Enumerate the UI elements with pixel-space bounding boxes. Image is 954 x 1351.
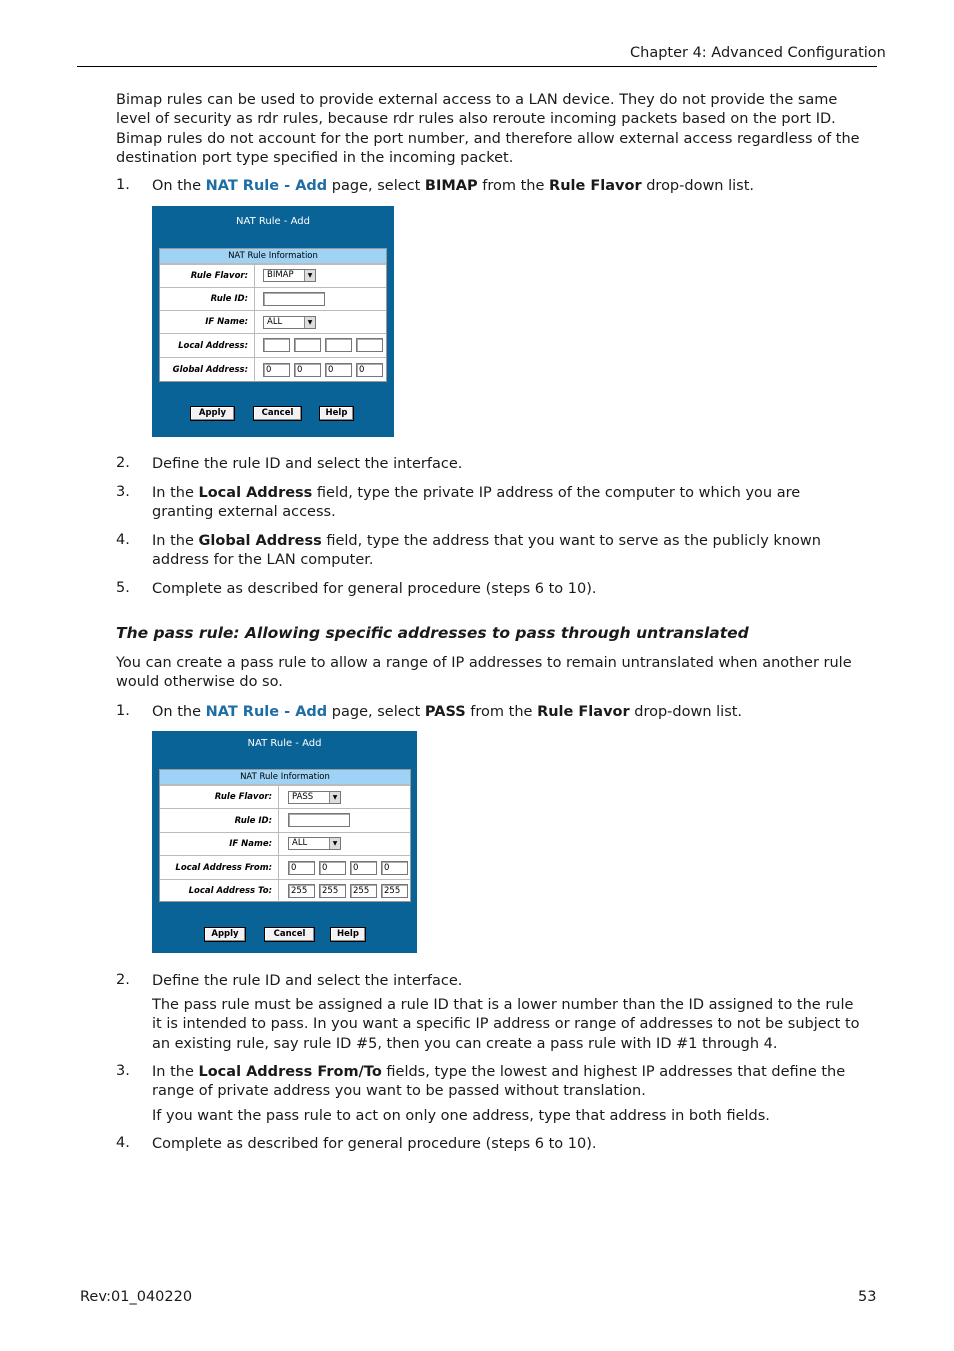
bimap-step-2-number: 2. <box>116 455 130 471</box>
if-name-row <box>160 310 386 333</box>
nat-rule-add-panel-pass <box>152 731 417 953</box>
local-address-from-row <box>160 855 410 879</box>
if-name-select[interactable]: ALL ▼ <box>263 316 316 329</box>
bimap-step-5: Complete as described for general procedure (steps 6 to 10). <box>152 581 597 597</box>
global-address-octet-1[interactable]: 0 <box>263 363 290 377</box>
intro-paragraph: Bimap rules can be used to provide external access to a LAN device. They do not provide the same level of security as rdr rules, because rdr rules also reroute incoming packets based on the port ID. Bimap rules do not account for the port number, and therefore allow external access regardless of the destination port type specified in the incoming packet. <box>116 92 860 166</box>
table-header: NAT Rule Information <box>160 249 386 264</box>
bimap-step-2: Define the rule ID and select the interface. <box>152 456 463 472</box>
rule-flavor-label: Rule Flavor: <box>160 786 279 808</box>
to-octet-3[interactable]: 255 <box>350 884 377 898</box>
local-address-octet-4[interactable] <box>356 338 383 352</box>
apply-button[interactable]: Apply <box>204 927 246 942</box>
global-address-label: Global Address: <box>160 358 255 382</box>
chevron-down-icon: ▼ <box>304 317 315 328</box>
cancel-button[interactable]: Cancel <box>253 406 302 421</box>
if-name-select[interactable]: ALL ▼ <box>288 837 341 850</box>
table-header: NAT Rule Information <box>160 770 410 785</box>
chevron-down-icon: ▼ <box>304 270 315 281</box>
rule-flavor-select[interactable]: BIMAP ▼ <box>263 269 316 282</box>
from-octet-1[interactable]: 0 <box>288 861 315 875</box>
pass-step-2-note: The pass rule must be assigned a rule ID that is a lower number than the ID assigned to the rule it is intended to pass. In you want a specific IP address or range of addresses to not be subject to an existing rule, say rule ID #5, then you can create a pass rule with ID #1 through 4. <box>152 997 860 1052</box>
rule-flavor-row <box>160 264 386 287</box>
help-button[interactable]: Help <box>319 406 354 421</box>
local-address-to-row <box>160 879 410 902</box>
from-octet-2[interactable]: 0 <box>319 861 346 875</box>
nat-rule-information-table <box>159 769 411 902</box>
bimap-step-4-number: 4. <box>116 532 130 548</box>
rule-id-row <box>160 287 386 310</box>
cancel-button[interactable]: Cancel <box>264 927 315 942</box>
panel-title: NAT Rule - Add <box>247 738 322 749</box>
global-address-row <box>160 357 386 382</box>
pass-step-1: On the NAT Rule - Add page, select PASS from the Rule Flavor drop-down list. <box>152 704 743 720</box>
bimap-step-4: In the Global Address field, type the address that you want to serve as the publicly known address for the LAN computer. <box>152 533 821 569</box>
pass-intro-paragraph: You can create a pass rule to allow a range of IP addresses to remain untranslated when another rule would otherwise do so. <box>116 655 852 691</box>
header-rule <box>77 66 877 67</box>
global-address-octet-4[interactable]: 0 <box>356 363 383 377</box>
to-octet-4[interactable]: 255 <box>381 884 408 898</box>
pass-step-1-number: 1. <box>116 703 130 719</box>
pass-step-4: Complete as described for general procedure (steps 6 to 10). <box>152 1136 597 1152</box>
panel-title: NAT Rule - Add <box>236 216 310 227</box>
bimap-step-5-number: 5. <box>116 580 130 596</box>
pass-step-2: Define the rule ID and select the interface. <box>152 973 463 989</box>
from-octet-4[interactable]: 0 <box>381 861 408 875</box>
local-address-octet-2[interactable] <box>294 338 321 352</box>
bimap-step-3: In the Local Address field, type the private IP address of the computer to which you are granting external access. <box>152 485 801 521</box>
to-octet-1[interactable]: 255 <box>288 884 315 898</box>
pass-step-3: In the Local Address From/To fields, type the lowest and highest IP addresses that define the range of private address you want to be passed without translation. <box>152 1064 846 1100</box>
nat-rule-information-table <box>159 248 387 382</box>
rule-id-label: Rule ID: <box>160 288 255 310</box>
footer-revision: Rev:01_040220 <box>80 1289 193 1305</box>
global-address-octet-2[interactable]: 0 <box>294 363 321 377</box>
local-address-octet-3[interactable] <box>325 338 352 352</box>
bimap-step-1-number: 1. <box>116 177 130 193</box>
rule-id-input[interactable] <box>263 292 325 306</box>
rule-id-row <box>160 808 410 832</box>
apply-button[interactable]: Apply <box>190 406 235 421</box>
to-octet-2[interactable]: 255 <box>319 884 346 898</box>
pass-rule-heading: The pass rule: Allowing specific addresses to pass through untranslated <box>116 624 749 642</box>
global-address-octet-3[interactable]: 0 <box>325 363 352 377</box>
help-button[interactable]: Help <box>330 927 366 942</box>
bimap-step-3-number: 3. <box>116 484 130 500</box>
chevron-down-icon: ▼ <box>329 838 340 849</box>
local-address-from-label: Local Address From: <box>160 856 279 879</box>
chapter-header: Chapter 4: Advanced Configuration <box>630 45 886 61</box>
footer-page-number: 53 <box>858 1289 877 1305</box>
local-address-label: Local Address: <box>160 334 255 357</box>
rule-id-label: Rule ID: <box>160 809 279 832</box>
from-octet-3[interactable]: 0 <box>350 861 377 875</box>
chevron-down-icon: ▼ <box>329 792 340 803</box>
nat-rule-add-link[interactable]: NAT Rule - Add <box>205 178 328 194</box>
local-address-row <box>160 333 386 357</box>
local-address-to-label: Local Address To: <box>160 880 279 902</box>
if-name-row <box>160 832 410 855</box>
pass-step-2-number: 2. <box>116 972 130 988</box>
rule-flavor-label: Rule Flavor: <box>160 265 255 287</box>
nat-rule-add-panel-bimap <box>152 206 394 437</box>
pass-step-3-note: If you want the pass rule to act on only one address, type that address in both fields. <box>152 1108 770 1124</box>
if-name-label: IF Name: <box>160 833 279 855</box>
nat-rule-add-link[interactable]: NAT Rule - Add <box>205 704 328 720</box>
rule-flavor-row <box>160 785 410 808</box>
rule-flavor-select[interactable]: PASS ▼ <box>288 791 341 804</box>
pass-step-4-number: 4. <box>116 1135 130 1151</box>
local-address-octet-1[interactable] <box>263 338 290 352</box>
bimap-step-1: On the NAT Rule - Add page, select BIMAP from the Rule Flavor drop-down list. <box>152 178 755 194</box>
rule-id-input[interactable] <box>288 813 350 827</box>
if-name-label: IF Name: <box>160 311 255 333</box>
pass-step-3-number: 3. <box>116 1063 130 1079</box>
